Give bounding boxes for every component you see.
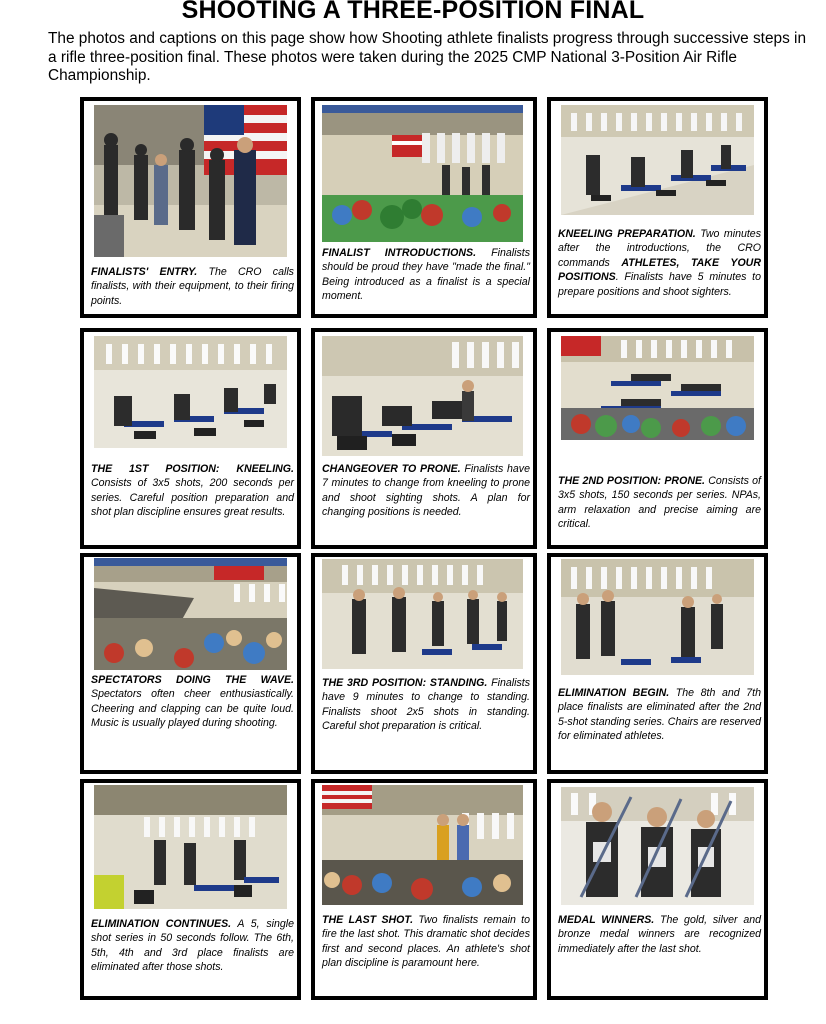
- caption-lead: KNEELING PREPARATION.: [558, 228, 696, 240]
- caption-lead: THE 3RD POSITION: STANDING.: [322, 677, 488, 689]
- caption-text: Finalists have 9 minutes to change to standing. Finalists shoot 2x5 shots in standing. Careful shot preparation is critical.: [322, 677, 530, 733]
- changeover-photo: [322, 336, 523, 456]
- card-finalist-introductions: [311, 97, 537, 318]
- spectators-photo: [94, 558, 287, 670]
- caption-text: A 5, single shot series in 50 seconds follow. The 6th, 5th, 4th and 3rd place finalists are eliminated after those shots.: [91, 918, 295, 974]
- caption-command: ATHLETES, TAKE YOUR POSITIONS: [558, 256, 761, 284]
- card-caption: [558, 474, 761, 532]
- caption-lead: THE LAST SHOT.: [322, 914, 414, 926]
- card-caption: [91, 917, 294, 975]
- intro-paragraph: The photos and captions on this page show how Shooting athlete finalists progress through successive steps in a rifle three-position final. These photos were taken during the 2025 CMP National 3-Position Air Rifle Championship.: [48, 30, 807, 84]
- caption-text: Two minutes after the introductions, the CRO commands: [558, 228, 761, 269]
- caption-text: Two finalists remain to fire the last shot. This dramatic shot decides first and second places. An athlete's shot plan discipline is paramount here.: [322, 914, 530, 970]
- card-caption: [558, 686, 761, 744]
- card-standing-position: [311, 553, 537, 774]
- card-caption: [91, 265, 294, 308]
- standing-position-photo: [322, 559, 523, 669]
- caption-lead: FINALIST INTRODUCTIONS.: [322, 247, 477, 259]
- card-caption: [322, 676, 530, 734]
- caption-text: The CRO calls finalists, with their equipment, to their firing points.: [91, 266, 294, 307]
- finalists-entry-photo: [94, 105, 287, 257]
- card-kneeling-position: [80, 328, 301, 549]
- caption-text: The gold, silver and bronze medal winners are recognized immediately after the last shot.: [558, 914, 761, 955]
- prone-position-photo: [561, 336, 754, 440]
- card-changeover-prone: [311, 328, 537, 549]
- card-caption: [322, 462, 530, 520]
- kneeling-preparation-photo: [561, 105, 754, 215]
- caption-text: Finalists have 7 minutes to change from kneeling to prone and shoot sighting shots. A plan for changing positions is needed.: [322, 463, 531, 519]
- card-finalists-entry: [80, 97, 301, 318]
- card-caption: [322, 913, 530, 971]
- caption-lead: THE 2ND POSITION: PRONE.: [558, 475, 705, 487]
- caption-text: The 8th and 7th place finalists are eliminated after the 2nd 5-shot standing series. Chairs are reserved for eliminated athletes.: [558, 687, 761, 743]
- card-caption: [91, 673, 294, 731]
- caption-text: Spectators often cheer enthusiastically. Cheering and clapping can be quite loud. Music is usually played during shooting.: [91, 688, 294, 730]
- card-elimination-continues: [80, 779, 301, 1000]
- caption-lead: ELIMINATION CONTINUES.: [91, 918, 232, 930]
- card-kneeling-preparation: [547, 97, 768, 318]
- card-caption: [558, 227, 761, 299]
- caption-lead: ELIMINATION BEGIN.: [558, 687, 670, 699]
- card-caption: [91, 462, 294, 520]
- caption-lead: CHANGEOVER TO PRONE.: [322, 463, 461, 475]
- caption-text: Finalists should be proud they have "made the final." Being introduced as a finalist is a special moment.: [322, 247, 530, 303]
- caption-text: Consists of 3x5 shots, 200 seconds per series. Careful position preparation and shot plan discipline ensures great results.: [91, 477, 294, 519]
- card-last-shot: [311, 779, 537, 1000]
- kneeling-position-photo: [94, 336, 287, 448]
- elimination-begin-photo: [561, 559, 754, 675]
- card-elimination-begin: [547, 553, 768, 774]
- elimination-continues-photo: [94, 785, 287, 909]
- card-medal-winners: [547, 779, 768, 1000]
- caption-lead: THE 1ST POSITION: KNEELING.: [91, 463, 294, 475]
- caption-text: Consists of 3x5 shots, 150 seconds per series. NPAs, arm relaxation and precise aiming are critical.: [558, 475, 761, 531]
- card-prone-position: [547, 328, 768, 549]
- introductions-photo: [322, 105, 523, 242]
- caption-lead: FINALISTS' ENTRY.: [91, 266, 198, 278]
- page-title: SHOOTING A THREE-POSITION FINAL: [181, 0, 645, 24]
- card-caption: [558, 913, 761, 956]
- card-spectators-wave: [80, 553, 301, 774]
- caption-lead: MEDAL WINNERS.: [558, 914, 655, 926]
- card-caption: [322, 246, 530, 304]
- caption-lead: SPECTATORS DOING THE WAVE.: [91, 674, 294, 686]
- medal-winners-photo: [561, 787, 754, 905]
- caption-text: . Finalists have 5 minutes to prepare positions and shoot sighters.: [558, 271, 761, 298]
- last-shot-photo: [322, 785, 523, 905]
